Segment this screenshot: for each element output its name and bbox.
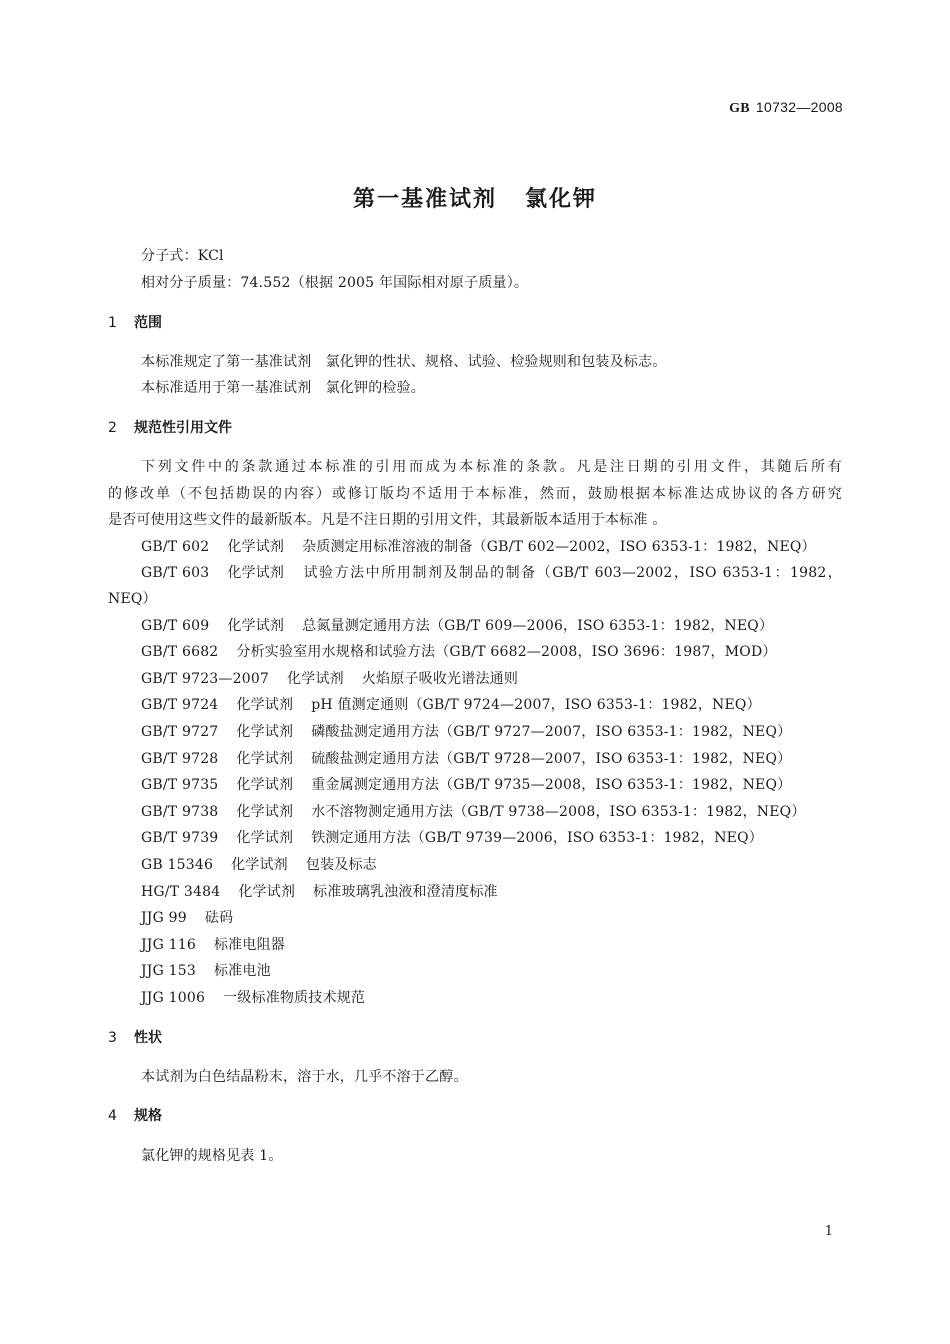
reference-continuation: NEQ） [108, 591, 157, 607]
standard-prefix: GB [729, 101, 750, 116]
reference-item [141, 722, 791, 742]
reference-item [141, 669, 518, 689]
reference-category: 化学试剂 [287, 671, 344, 687]
reference-item [141, 642, 777, 662]
section-4-number: 4 [108, 1108, 117, 1124]
reference-item [141, 855, 377, 875]
section-1-heading [108, 313, 162, 333]
page-number: 1 [824, 1224, 833, 1239]
reference-item [141, 908, 233, 928]
reference-item [141, 802, 806, 822]
reference-code: JJG 1006 [141, 990, 206, 1006]
reference-item [141, 988, 365, 1008]
section-1-number: 1 [108, 315, 117, 331]
reference-title: 火焰原子吸收光谱法通则 [361, 671, 519, 687]
standard-id [729, 99, 843, 117]
title-part-1: 第一基准试剂 [352, 187, 497, 212]
reference-category: 化学试剂 [227, 539, 285, 555]
reference-title: pH 值测定通则（GB/T 9724—2007，ISO 6353-1：1982，NEQ） [311, 697, 761, 713]
reference-title: 包装及标志 [305, 857, 377, 873]
reference-category: 化学试剂 [236, 777, 294, 793]
section-3-number: 3 [108, 1030, 117, 1046]
reference-title: 一级标准物质技术规范 [223, 990, 366, 1006]
section-4-heading [108, 1106, 162, 1126]
reference-item [141, 882, 498, 902]
reference-title: 标准电阻器 [213, 937, 285, 953]
reference-category: 化学试剂 [236, 830, 294, 846]
reference-code: GB/T 9738 [141, 804, 219, 820]
reference-code: JJG 99 [141, 910, 187, 926]
reference-code: JJG 153 [141, 963, 196, 979]
reference-title: 标准玻璃乳浊液和澄清度标准 [313, 884, 498, 900]
reference-item [141, 563, 842, 583]
reference-code: GB/T 602 [141, 539, 210, 555]
reference-title: 水不溶物测定通用方法（GB/T 9738—2008，ISO 6353-1：1982，NEQ） [311, 804, 806, 820]
reference-code: GB 15346 [141, 857, 214, 873]
reference-title: 试验方法中所用制剂及制品的制备（GB/T 603—2002，ISO 6353-1：1982， [302, 565, 842, 581]
reference-category: 化学试剂 [231, 857, 288, 873]
reference-title: 重金属测定通用方法（GB/T 9735—2008，ISO 6353-1：1982，NEQ） [311, 777, 792, 793]
reference-code: GB/T 603 [141, 565, 210, 581]
section-1-para-1: 本标准规定了第一基准试剂 氯化钾的性状、规格、试验、检验规则和包装及标志。 [141, 354, 667, 370]
section-2-heading [108, 418, 232, 438]
section-4-para-1: 氯化钾的规格见表 1。 [141, 1148, 283, 1164]
reference-item [141, 616, 773, 636]
section-2-intro-line-1: 下列文件中的条款通过本标准的引用而成为本标准的条款。凡是注日期的引用文件，其随后所有 [141, 459, 842, 475]
reference-category: 化学试剂 [236, 804, 294, 820]
reference-code: GB/T 9735 [141, 777, 219, 793]
reference-code: GB/T 9728 [141, 751, 219, 767]
reference-title: 分析实验室用水规格和试验方法（GB/T 6682—2008，ISO 3696：1987，MOD） [236, 644, 777, 660]
reference-item [141, 935, 285, 955]
document-title [0, 182, 950, 213]
section-2-intro-line-3: 是否可使用这些文件的最新版本。凡是不注日期的引用文件，其最新版本适用于本标准 。 [108, 512, 667, 528]
section-1-para-2: 本标准适用于第一基准试剂 氯化钾的检验。 [141, 380, 425, 396]
reference-category: 化学试剂 [236, 751, 294, 767]
reference-title: 硫酸盐测定通用方法（GB/T 9728—2007，ISO 6353-1：1982，NEQ） [311, 751, 792, 767]
section-4-title: 规格 [134, 1108, 162, 1124]
reference-category: 化学试剂 [236, 724, 294, 740]
reference-code: GB/T 9724 [141, 697, 219, 713]
reference-category: 化学试剂 [227, 565, 285, 581]
molecular-mass-line: 相对分子质量：74.552（根据 2005 年国际相对原子质量）。 [141, 275, 529, 291]
reference-code: GB/T 609 [141, 618, 210, 634]
reference-title: 磷酸盐测定通用方法（GB/T 9727—2007，ISO 6353-1：1982，NEQ） [311, 724, 792, 740]
reference-code: GB/T 9723—2007 [141, 671, 270, 687]
reference-category: 化学试剂 [236, 697, 294, 713]
reference-item [141, 961, 271, 981]
standard-number: 10732—2008 [755, 99, 843, 115]
formula-line: 分子式：KCl [141, 248, 224, 264]
reference-item [141, 695, 761, 715]
reference-title: 标准电池 [213, 963, 271, 979]
reference-category: 化学试剂 [227, 618, 285, 634]
reference-code: GB/T 9739 [141, 830, 219, 846]
section-3-title: 性状 [134, 1030, 162, 1046]
section-2-title: 规范性引用文件 [134, 420, 232, 436]
section-2-number: 2 [108, 420, 117, 436]
reference-item [141, 828, 763, 848]
title-part-2: 氯化钾 [525, 187, 598, 212]
section-2-intro-line-2: 的修改单（不包括勘误的内容）或修订版均不适用于本标准，然而，鼓励根据本标准达成协议的各方研究 [108, 486, 842, 502]
section-3-heading [108, 1028, 162, 1048]
reference-title: 砝码 [204, 910, 234, 926]
reference-code: HG/T 3484 [141, 884, 221, 900]
reference-title: 铁测定通用方法（GB/T 9739—2006，ISO 6353-1：1982，NEQ） [311, 830, 763, 846]
reference-title: 杂质测定用标准溶液的制备（GB/T 602—2002，ISO 6353-1：1982，NEQ） [302, 539, 816, 555]
section-3-para-1: 本试剂为白色结晶粉末，溶于水，几乎不溶于乙醇。 [141, 1069, 468, 1085]
reference-code: GB/T 6682 [141, 644, 219, 660]
reference-item [141, 775, 791, 795]
reference-code: JJG 116 [141, 937, 196, 953]
reference-category: 化学试剂 [238, 884, 296, 900]
section-1-title: 范围 [134, 315, 162, 331]
reference-title: 总氮量测定通用方法（GB/T 609—2006，ISO 6353-1：1982，NEQ） [302, 618, 774, 634]
reference-code: GB/T 9727 [141, 724, 219, 740]
reference-item [141, 537, 816, 557]
reference-item [141, 749, 791, 769]
